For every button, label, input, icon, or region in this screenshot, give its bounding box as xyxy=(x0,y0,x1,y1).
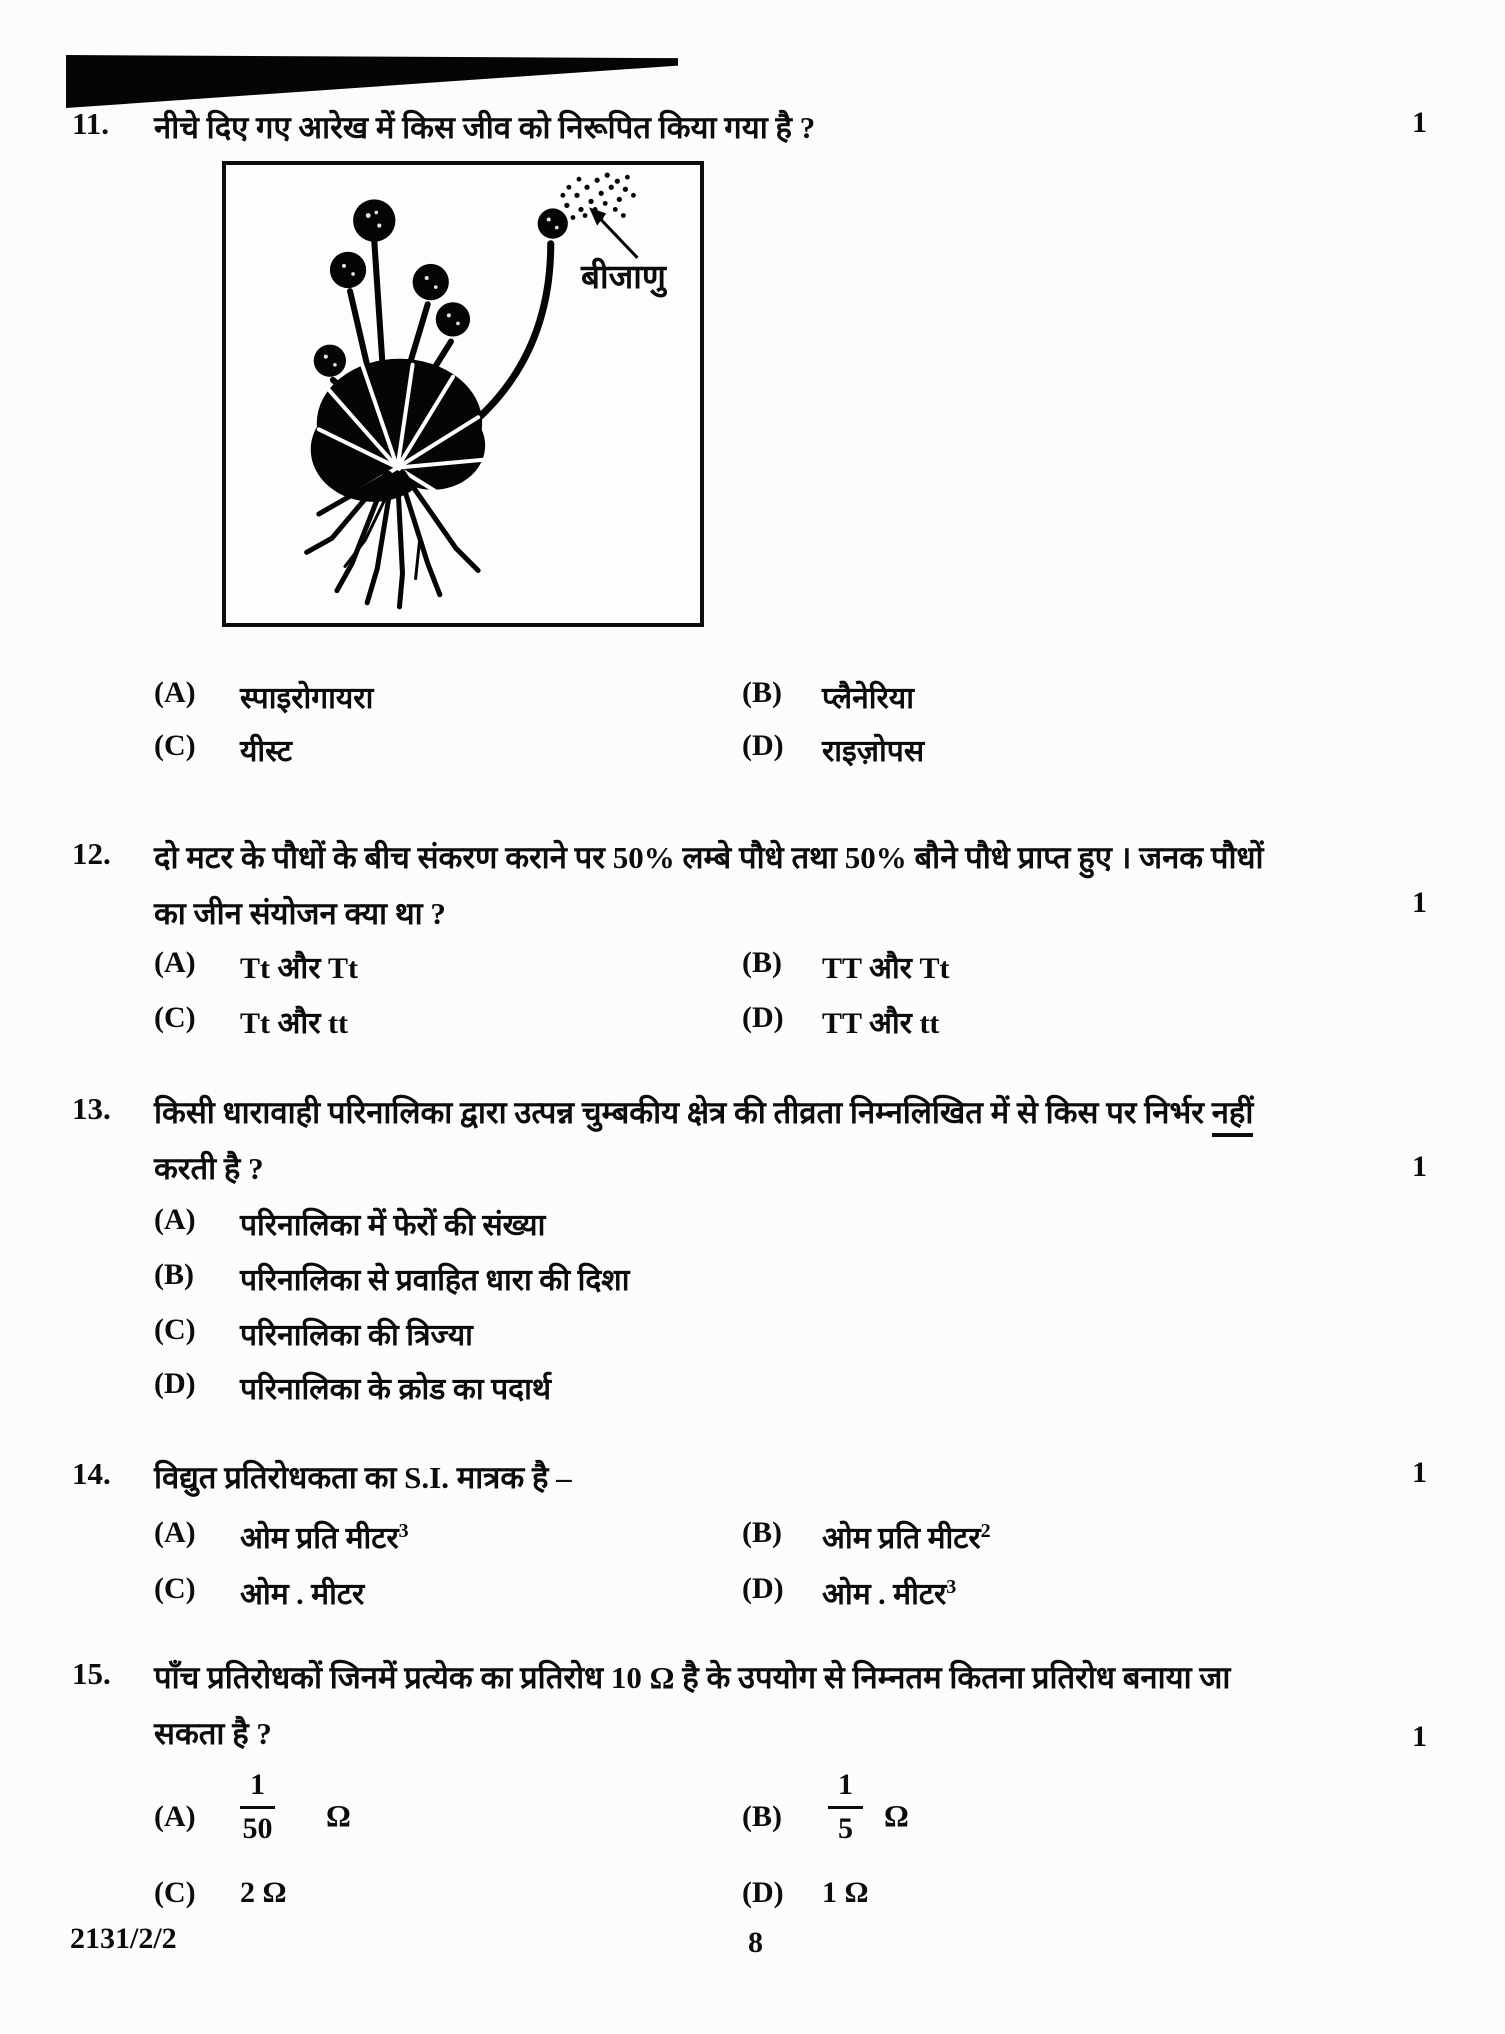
question-13-line2: करती है ? xyxy=(154,1151,264,1186)
question-15-number: 15. xyxy=(72,1656,111,1691)
q12-option-d-label: (D) xyxy=(742,1001,784,1034)
q13-option-c-text: परिनालिका की त्रिज्या xyxy=(240,1319,473,1352)
q11-option-a-label: (A) xyxy=(154,676,196,709)
q12-option-a-text: Tt और Tt xyxy=(240,952,358,985)
q11-option-b-label: (B) xyxy=(742,676,782,709)
q13-option-d-text: परिनालिका के क्रोड का पदार्थ xyxy=(240,1373,552,1406)
q14-option-a-text: ओम प्रति मीटर$^3$ xyxy=(240,1520,409,1555)
q15-option-a-label: (A) xyxy=(154,1800,196,1833)
q15-option-d-label: (D) xyxy=(742,1876,784,1909)
q13-option-a-label: (A) xyxy=(154,1203,196,1236)
question-12-line2: का जीन संयोजन क्या था ? xyxy=(154,896,446,931)
q14-option-d-text: ओम . मीटर$^3$ xyxy=(822,1576,957,1611)
q15-b-denominator: 5 xyxy=(838,1812,853,1845)
q12-option-b-text: TT और Tt xyxy=(822,952,950,985)
q14-option-c-label: (C) xyxy=(154,1572,196,1605)
q12-option-c-label: (C) xyxy=(154,1001,196,1034)
question-13-marks: 1 xyxy=(1412,1150,1427,1183)
scan-artifact-wedge xyxy=(66,55,678,108)
q14-option-d-sup: 3 xyxy=(946,1576,957,1598)
footer-page-number: 8 xyxy=(748,1926,763,1959)
q12-option-a-label: (A) xyxy=(154,946,196,979)
q15-b-unit: Ω xyxy=(884,1798,909,1833)
q14-option-b-text: ओम प्रति मीटर$^2$ xyxy=(822,1520,991,1555)
q15-option-d-text: 1 Ω xyxy=(822,1876,869,1909)
q13-option-b-text: परिनालिका से प्रवाहित धारा की दिशा xyxy=(240,1264,630,1297)
q14-option-d-label: (D) xyxy=(742,1572,784,1605)
q12-option-b-label: (B) xyxy=(742,946,782,979)
footer-paper-code: 2131/2/2 xyxy=(70,1922,177,1955)
q15-option-b-fraction xyxy=(828,1768,863,1846)
q13-option-b-label: (B) xyxy=(154,1258,194,1291)
question-11-number: 11. xyxy=(72,106,110,141)
question-11-marks: 1 xyxy=(1412,106,1427,139)
q15-a-denominator: 50 xyxy=(242,1812,273,1845)
question-11-text: नीचे दिए गए आरेख में किस जीव को निरूपित किया गया है ? xyxy=(154,110,816,145)
q11-option-d-text: राइज़ोपस xyxy=(822,735,925,768)
question-15-line2: सकता है ? xyxy=(154,1716,272,1751)
figure-box xyxy=(222,161,704,627)
q15-option-a-fraction xyxy=(240,1768,275,1846)
spore-arrow-icon xyxy=(589,207,637,257)
spore-label: बीजाणु xyxy=(580,259,666,297)
question-12-number: 12. xyxy=(72,836,111,871)
q11-option-b-text: प्लैनेरिया xyxy=(822,682,914,715)
q12-option-c-text: Tt और tt xyxy=(240,1007,348,1040)
question-15-marks: 1 xyxy=(1412,1720,1427,1753)
q15-option-b-label: (B) xyxy=(742,1800,782,1833)
q14-option-a-sup: 3 xyxy=(398,1520,409,1542)
q14-option-a-label: (A) xyxy=(154,1516,196,1549)
q11-option-a-text: स्पाइरोगायरा xyxy=(240,682,374,715)
q15-option-c-text: 2 Ω xyxy=(240,1876,287,1909)
q15-option-c-label: (C) xyxy=(154,1876,196,1909)
q13-option-a-text: परिनालिका में फेरों की संख्या xyxy=(240,1209,546,1242)
q14-option-c-text: ओम . मीटर xyxy=(240,1578,365,1611)
question-12-marks: 1 xyxy=(1412,886,1427,919)
q15-a-numerator: 1 xyxy=(240,1768,275,1809)
q15-a-unit: Ω xyxy=(326,1798,351,1833)
rhizopus-figure xyxy=(226,165,700,623)
question-13-line1 xyxy=(154,1091,1253,1133)
q14-option-b-label: (B) xyxy=(742,1516,782,1549)
question-14-marks: 1 xyxy=(1412,1456,1427,1489)
question-14-text: विद्युत प्रतिरोधकता का S.I. मात्रक है – xyxy=(154,1460,572,1495)
q13-option-d-label: (D) xyxy=(154,1367,196,1400)
question-14-number: 14. xyxy=(72,1456,111,1491)
question-12-line1: दो मटर के पौधों के बीच संकरण कराने पर 50% लम्बे पौधे तथा 50% बौने पौधे प्राप्त हुए । जनक पौधों xyxy=(154,840,1264,875)
q11-option-c-label: (C) xyxy=(154,729,196,762)
q12-option-d-text: TT और tt xyxy=(822,1007,940,1040)
q13-option-c-label: (C) xyxy=(154,1313,196,1346)
question-13-number: 13. xyxy=(72,1091,111,1126)
q13-line1-emphasis: नहीं xyxy=(1212,1095,1254,1137)
question-15-line1: पाँच प्रतिरोधकों जिनमें प्रत्येक का प्रतिरोध 10 Ω है के उपयोग से निम्नतम कितना प्रतिरोध बनाया जा xyxy=(154,1660,1231,1695)
q15-b-numerator: 1 xyxy=(828,1768,863,1809)
q11-option-c-text: यीस्ट xyxy=(240,735,292,768)
q14-option-b-sup: 2 xyxy=(980,1520,991,1542)
q11-option-d-label: (D) xyxy=(742,729,784,762)
q13-line1-pre: किसी धारावाही परिनालिका द्वारा उत्पन्न चुम्बकीय क्षेत्र की तीव्रता निम्नलिखित में से किस पर निर्भर xyxy=(154,1095,1212,1130)
